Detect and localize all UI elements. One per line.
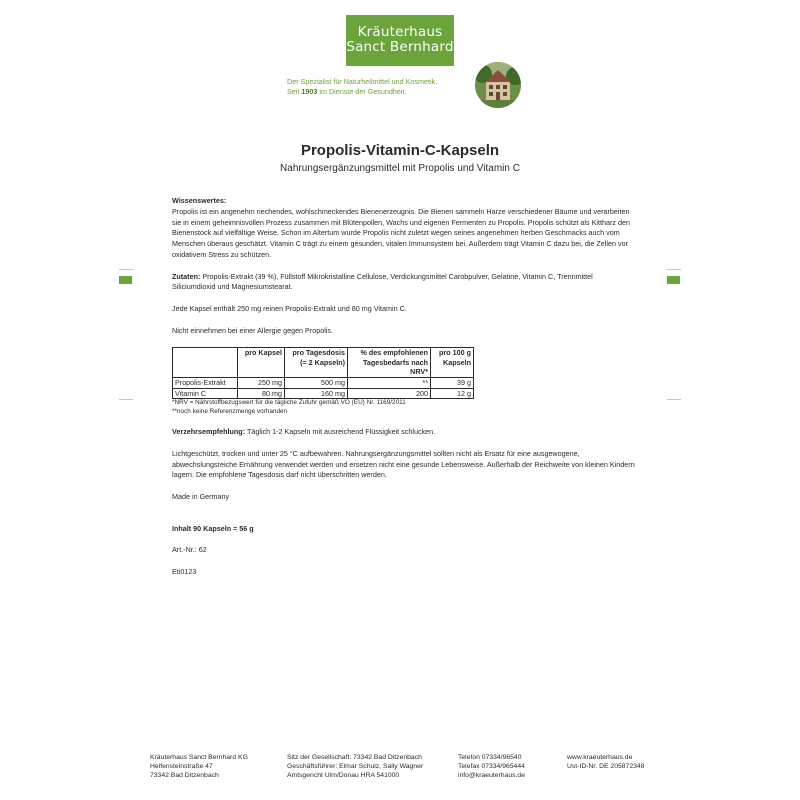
zutaten-text: Propolis-Extrakt (39 %), Füllstoff Mikrokristalline Cellulose, Verdickungsmittel Carobpulver, Gelatine, Vitamin C, Trennmittel Siliciumdioxid und Magnesiumstearat. xyxy=(172,271,593,292)
fold-line-left-bottom xyxy=(119,399,133,400)
eti-code: Eti0123 xyxy=(172,566,197,576)
fold-line-left-top xyxy=(119,269,133,270)
footer-fax: Telefax 07334/965444 xyxy=(458,763,525,770)
footer-line: 73342 Bad Ditzenbach xyxy=(150,772,219,779)
building-photo-medallion xyxy=(475,62,521,108)
table-cell: 500 mg xyxy=(285,377,348,388)
footer-contact xyxy=(458,753,525,780)
wissenswertes-text: Propolis ist ein angenehm riechendes, wohlschmeckendes Bienenerzeugnis. Die Bienen sammeln Harze verschiedener Bäume und verarbeiten sie in einem geheimnisvollen Prozess zusammen mit Blütenpollen, Wachs und eigenen Fermenten zu Propolis. Propolis schützt als Kittharz den Bienenstock auf vielfältige Weise. Schon im Altertum wurde Propolis nicht zuletzt wegen seines angenehmen herben Geschmacks auch vom Menschen überaus geschätzt. Vitamin C trägt zu einem gesunden, vitalen Immunsystem bei. Außerdem trägt Vitamin C dazu bei, die Zellen vor oxidativem Stress zu schützen. xyxy=(172,206,630,259)
inhalt xyxy=(172,524,638,535)
table-header-row xyxy=(173,348,474,378)
table-cell: 80 mg xyxy=(238,388,285,399)
footer-email: info@kraeuterhaus.de xyxy=(458,772,525,779)
brand-logo xyxy=(346,15,454,66)
logo-line-1: Kräuterhaus xyxy=(357,24,443,40)
product-subtitle: Nahrungsergänzungsmittel mit Propolis und Vitamin C xyxy=(280,163,520,174)
fold-mark-right xyxy=(667,276,680,284)
product-title: Propolis-Vitamin-C-Kapseln xyxy=(300,142,500,159)
table-row xyxy=(173,377,474,388)
table-header-cell: pro Tagesdosis (= 2 Kapseln) xyxy=(285,348,348,378)
table-header-cell: % des empfohlenen Tagesbedarfs nach NRV* xyxy=(348,348,431,378)
footer-line: Sitz der Gesellschaft: 73342 Bad Ditzenbach xyxy=(287,754,422,761)
zutaten-section xyxy=(172,272,638,294)
slogan-line-2-end: im Dienste der Gesundheit. xyxy=(317,87,407,96)
table-cell: 160 mg xyxy=(285,388,348,399)
table-cell: Vitamin C xyxy=(173,388,238,399)
footer-vat-id: Ust-ID-Nr. DE 205872348 xyxy=(567,763,645,770)
allergy-warning: Nicht einnehmen bei einer Allergie gegen Propolis. xyxy=(172,325,334,335)
table-cell: 250 mg xyxy=(238,377,285,388)
inhalt-text: Inhalt 90 Kapseln = 56 g xyxy=(172,523,254,533)
verzehr-section xyxy=(172,427,638,438)
zutaten-heading: Zutaten: xyxy=(172,271,201,281)
footer-company xyxy=(150,753,248,780)
footnote-reference: **noch keine Referenzmenge vorhanden xyxy=(172,407,288,415)
footnote-nrv: *NRV = Nährstoffbezugswert für die tägliche Zufuhr gemäß VO (EU) Nr. 1169/2011 xyxy=(172,399,406,407)
table-cell: Propolis-Extrakt xyxy=(173,377,238,388)
made-in: Made in Germany xyxy=(172,491,230,501)
footer-line: Amtsgericht Ulm/Donau HRA 541000 xyxy=(287,772,400,779)
footer-line: Helfensteinstraße 47 xyxy=(150,763,213,770)
fold-line-right-top xyxy=(667,269,681,270)
kapsel-info: Jede Kapsel enthält 250 mg reinen Propolis-Extrakt und 80 mg Vitamin C. xyxy=(172,303,407,313)
wissenswertes-heading: Wissenswertes: xyxy=(172,196,227,205)
footer-website: www.kraeuterhaus.de xyxy=(567,754,633,761)
table-cell: 200 xyxy=(348,388,431,399)
slogan-line-2-start: Seit xyxy=(287,87,302,96)
table-cell: 39 g xyxy=(431,377,474,388)
verzehr-heading: Verzehrsempfehlung: xyxy=(172,427,246,437)
table-cell: 12 g xyxy=(431,388,474,399)
slogan xyxy=(287,77,477,97)
footer-line: Kräuterhaus Sanct Bernhard KG xyxy=(150,754,248,761)
table-header-cell: pro 100 g Kapseln xyxy=(431,348,474,378)
wissenswertes-section xyxy=(172,196,638,261)
fold-mark-left xyxy=(119,276,132,284)
logo-line-2: Sanct Bernhard xyxy=(346,39,454,55)
building-photo xyxy=(475,62,521,108)
footer-registry xyxy=(287,753,423,780)
article-number: Art.-Nr.: 62 xyxy=(172,545,207,555)
label-content xyxy=(172,196,638,588)
footer-web xyxy=(567,753,644,771)
footer-line: Geschäftsführer: Elmar Schulz, Sally Wagner xyxy=(287,763,424,770)
slogan-year: 1903 xyxy=(301,87,318,96)
table-header-cell xyxy=(173,348,238,378)
nutrition-table xyxy=(172,347,474,399)
table-cell: ** xyxy=(348,377,431,388)
table-row xyxy=(173,388,474,399)
storage-text: Lichtgeschützt, trocken und unter 25 °C aufbewahren. Nahrungsergänzungsmittel sollten nicht als Ersatz für eine ausgewogene, abwechslungsreiche Ernährung verwendet werden und ersetzen nicht eine gesunde Lebensweise. Außerhalb der Reichweite von kleinen Kindern lagern. Die empfohlene Tagesdosis darf nicht überschritten werden. xyxy=(172,448,635,480)
verzehr-text: Täglich 1-2 Kapseln mit ausreichend Flüssigkeit schlucken. xyxy=(245,427,436,437)
slogan-line-1: Der Spezialist für Naturheilmittel und Kosmetik. xyxy=(287,77,438,86)
fold-line-right-bottom xyxy=(667,399,681,400)
table-header-cell: pro Kapsel xyxy=(238,348,285,378)
table-footnotes xyxy=(172,399,638,416)
footer-phone: Telefon 07334/96540 xyxy=(458,754,522,761)
